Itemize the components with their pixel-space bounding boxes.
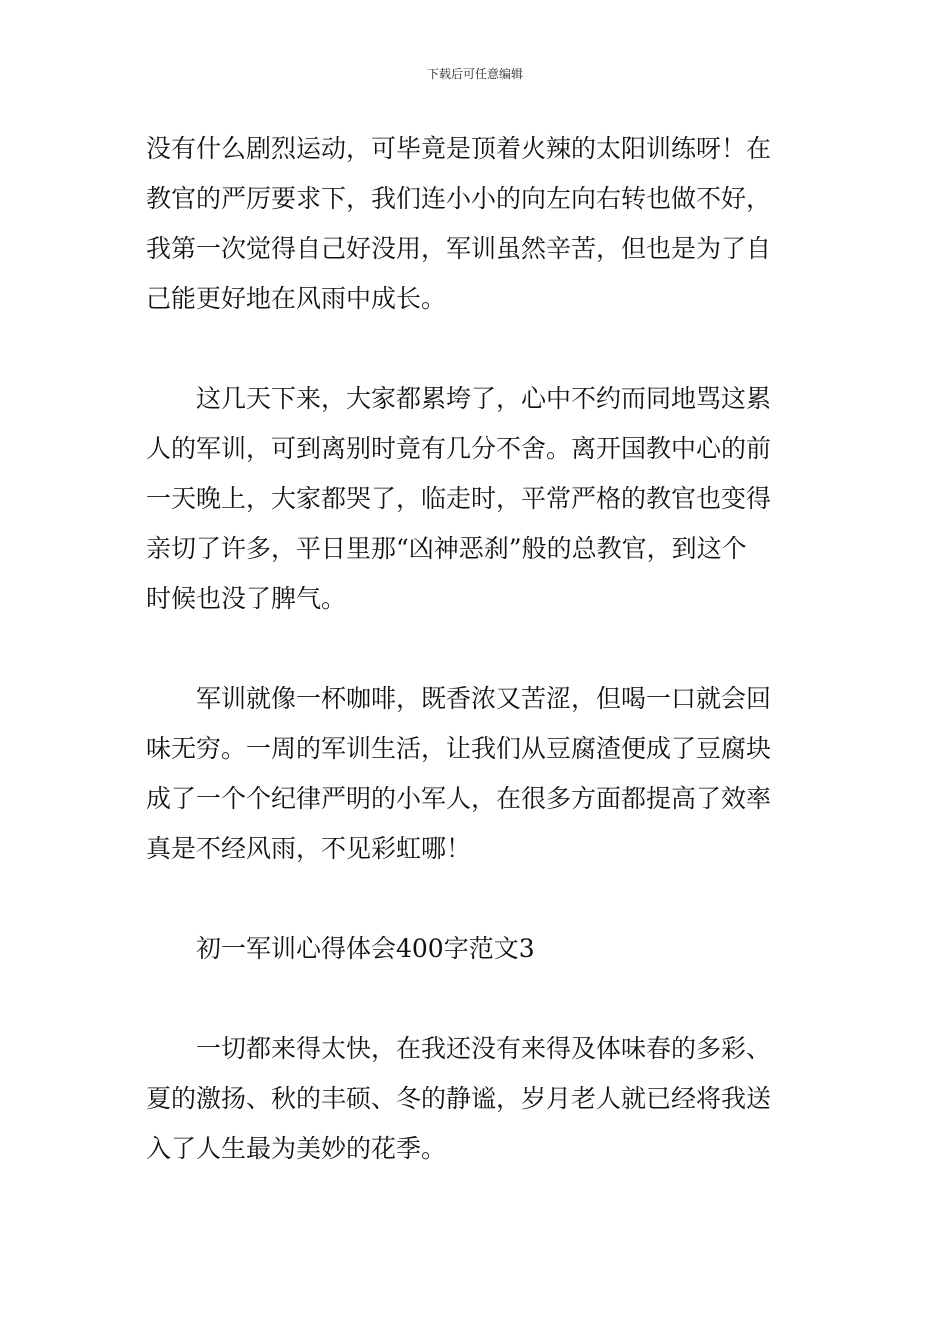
paragraph-3-line-2: 味无穷。一周的军训生活，让我们从豆腐渣便成了豆腐块 [146, 734, 772, 763]
paragraph-1-line-3: 我第一次觉得自己好没用，军训虽然辛苦，但也是为了自 [146, 234, 772, 263]
paragraph-3-line-3: 成了一个个纪律严明的小军人，在很多方面都提高了效率 [146, 784, 772, 813]
paragraph-5-line-2: 夏的激扬、秋的丰硕、冬的静谧，岁月老人就已经将我送 [146, 1084, 772, 1113]
paragraph-1-line-1: 没有什么剧烈运动，可毕竟是顶着火辣的太阳训练呀！在 [146, 134, 772, 163]
paragraph-5-line-3: 入了人生最为美妙的花季。 [146, 1134, 447, 1163]
paragraph-5-line-1: 一切都来得太快，在我还没有来得及体味春的多彩、 [196, 1034, 772, 1063]
section-heading: 初一军训心得体会400字范文3 [196, 934, 535, 963]
paragraph-1-line-4: 己能更好地在风雨中成长。 [146, 284, 447, 313]
header-note: 下载后可任意编辑 [426, 67, 523, 81]
paragraph-2-line-2: 人的军训，可到离别时竟有几分不舍。离开国教中心的前 [146, 434, 772, 463]
paragraph-2-line-1: 这几天下来，大家都累垮了，心中不约而同地骂这累 [196, 384, 772, 413]
paragraph-2-line-4: 亲切了许多，平日里那“凶神恶刹”般的总教官，到这个 [146, 534, 747, 563]
paragraph-2-line-5: 时候也没了脾气。 [146, 584, 347, 613]
paragraph-3-line-1: 军训就像一杯咖啡，既香浓又苦涩，但喝一口就会回 [196, 684, 772, 713]
paragraph-2-line-3: 一天晚上，大家都哭了，临走时，平常严格的教官也变得 [146, 484, 772, 513]
paragraph-1-line-2: 教官的严厉要求下，我们连小小的向左向右转也做不好， [146, 184, 772, 213]
paragraph-3-line-4: 真是不经风雨，不见彩虹哪！ [146, 834, 472, 863]
